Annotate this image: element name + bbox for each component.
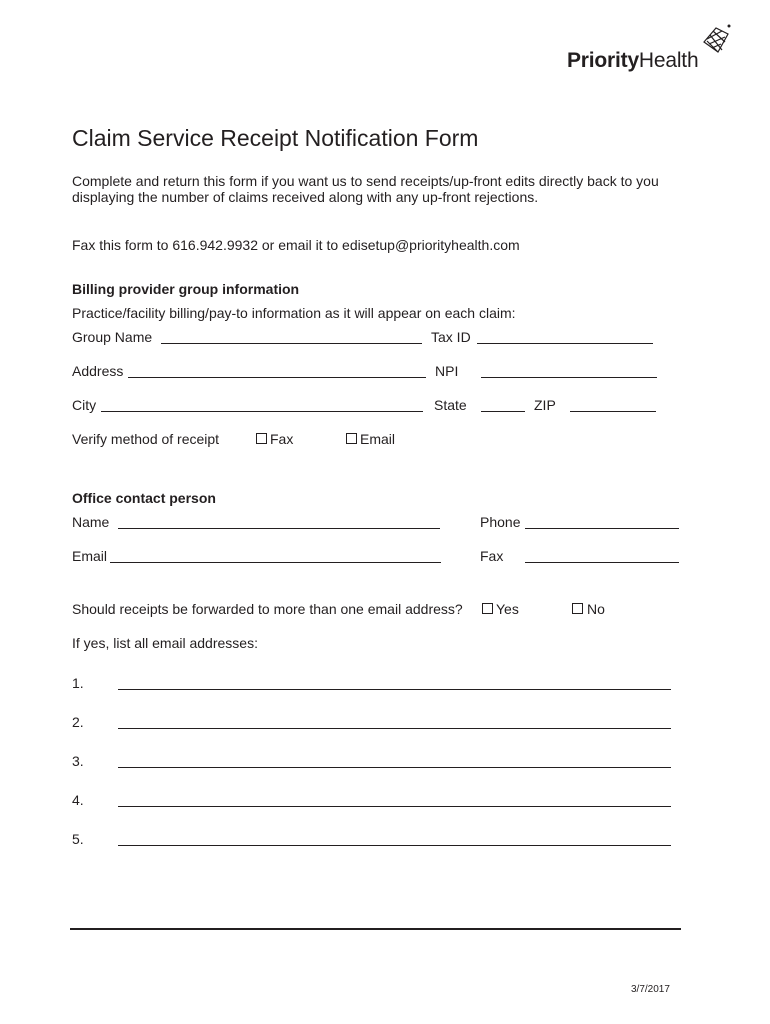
contact-phone-field[interactable] [525, 528, 679, 529]
priority-health-logo [567, 49, 698, 73]
email-list-number-3: 3. [72, 753, 84, 769]
logo-text-light: Health [638, 49, 699, 72]
email-list-number-5: 5. [72, 831, 84, 847]
address-label: Address [72, 363, 124, 379]
group-name-field[interactable] [161, 343, 422, 344]
contact-email-label: Email [72, 548, 108, 564]
yes-checkbox[interactable] [482, 603, 493, 614]
logo-text-bold: Priority [567, 49, 639, 72]
fax-instructions: Fax this form to 616.942.9932 or email it to edisetup@priorityhealth.com [72, 237, 520, 253]
address-field[interactable] [128, 377, 426, 378]
contact-name-label: Name [72, 514, 110, 530]
tax-id-label: Tax ID [431, 329, 471, 345]
state-field[interactable] [481, 411, 525, 412]
email-address-field-5[interactable] [118, 845, 671, 846]
tax-id-field[interactable] [477, 343, 653, 344]
email-address-field-1[interactable] [118, 689, 671, 690]
email-address-field-2[interactable] [118, 728, 671, 729]
billing-subtext: Practice/facility billing/pay-to information as it will appear on each claim: [72, 305, 516, 321]
no-option-label: No [587, 601, 605, 617]
contact-heading: Office contact person [72, 490, 216, 506]
city-field[interactable] [101, 411, 423, 412]
yes-option-label: Yes [496, 601, 519, 617]
contact-fax-field[interactable] [525, 562, 679, 563]
intro-line-1: Complete and return this form if you want us to send receipts/up-front edits directly back to you [72, 173, 659, 189]
verify-method-label: Verify method of receipt [72, 431, 220, 447]
email-option-label: Email [360, 431, 396, 447]
zip-label: ZIP [534, 397, 556, 413]
email-checkbox[interactable] [346, 433, 357, 444]
contact-phone-label: Phone [480, 514, 521, 530]
no-checkbox[interactable] [572, 603, 583, 614]
contact-email-field[interactable] [110, 562, 441, 563]
footer-date: 3/7/2017 [631, 984, 670, 995]
footer-divider [70, 928, 681, 930]
contact-name-field[interactable] [118, 528, 440, 529]
page-title: Claim Service Receipt Notification Form [72, 125, 479, 151]
email-list-number-4: 4. [72, 792, 84, 808]
fax-checkbox[interactable] [256, 433, 267, 444]
zip-field[interactable] [570, 411, 656, 412]
email-list-number-1: 1. [72, 675, 84, 691]
contact-fax-label: Fax [480, 548, 504, 564]
fax-option-label: Fax [270, 431, 294, 447]
email-address-field-3[interactable] [118, 767, 671, 768]
npi-field[interactable] [481, 377, 657, 378]
city-label: City [72, 397, 97, 413]
priority-health-logo-mark-icon [700, 22, 732, 56]
intro-line-2: displaying the number of claims received along with any up-front rejections. [72, 189, 539, 205]
state-label: State [434, 397, 467, 413]
npi-label: NPI [435, 363, 459, 379]
email-list-label: If yes, list all email addresses: [72, 635, 258, 651]
forward-question: Should receipts be forwarded to more than one email address? [72, 601, 463, 617]
billing-heading: Billing provider group information [72, 281, 300, 297]
group-name-label: Group Name [72, 329, 153, 345]
email-address-field-4[interactable] [118, 806, 671, 807]
email-list-number-2: 2. [72, 714, 84, 730]
